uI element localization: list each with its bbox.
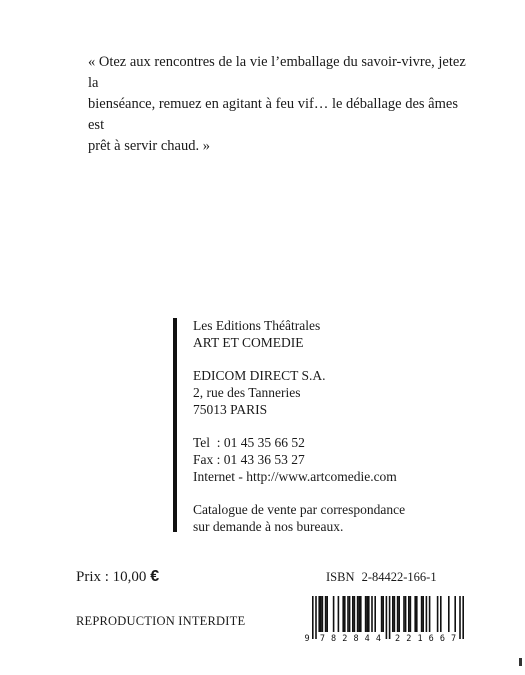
publisher-name: Les Editions Théâtrales — [193, 318, 321, 333]
city-address: 75013 PARIS — [193, 402, 268, 417]
barcode-guard-bar — [462, 596, 464, 639]
euro-symbol: € — [150, 568, 160, 585]
barcode-bar — [403, 596, 405, 632]
barcode-bar — [365, 596, 367, 632]
fax: Fax : 01 43 36 53 27 — [193, 452, 305, 467]
publisher-divider-bar — [173, 318, 177, 532]
barcode-bar — [347, 596, 349, 632]
barcode-digit: 2 — [395, 634, 401, 644]
barcode-digit: 4 — [364, 634, 370, 644]
barcode-guard-bar — [386, 596, 388, 639]
publisher-info — [193, 317, 493, 535]
barcode-digit: 7 — [451, 634, 457, 644]
barcode-bar — [414, 596, 416, 632]
barcode — [303, 594, 468, 644]
barcode-bar — [440, 596, 442, 632]
barcode-guard-bar — [312, 596, 314, 639]
barcode-bar — [357, 596, 359, 632]
barcode-digit: 4 — [375, 634, 381, 644]
barcode-bar — [368, 596, 370, 632]
barcode-bar — [326, 596, 328, 632]
barcode-digit: 7 — [319, 634, 325, 644]
barcode-bar — [426, 596, 428, 632]
barcode-bar — [397, 596, 399, 632]
barcode-bar — [429, 596, 431, 632]
isbn — [326, 570, 437, 585]
barcode-bar — [381, 596, 383, 632]
back-cover-quote — [88, 52, 468, 157]
barcode-bar — [366, 596, 368, 632]
street-address: 2, rue des Tanneries — [193, 385, 301, 400]
barcode-bar — [421, 596, 423, 632]
price — [76, 568, 159, 586]
barcode-bar — [410, 596, 412, 632]
barcode-guard-bar — [389, 596, 391, 639]
barcode-bar — [352, 596, 354, 632]
barcode-guard-bar — [315, 596, 317, 639]
page-edge-mark — [519, 658, 522, 666]
barcode-digit: 1 — [417, 634, 423, 644]
barcode-bar — [374, 596, 376, 632]
barcode-bar — [322, 596, 324, 632]
barcode-bar — [398, 596, 400, 632]
barcode-bar — [318, 596, 320, 632]
barcode-bar — [349, 596, 351, 632]
barcode-digit: 9 — [304, 634, 310, 644]
barcode-digit: 2 — [406, 634, 412, 644]
barcode-bar — [382, 596, 384, 632]
barcode-digit: 2 — [342, 634, 348, 644]
publisher-imprint: ART ET COMEDIE — [193, 335, 304, 350]
barcode-bar — [437, 596, 439, 632]
isbn-prefix: ISBN — [326, 570, 355, 584]
barcode-bar — [354, 596, 356, 632]
barcode-digit: 6 — [428, 634, 434, 644]
quote-line: prêt à servir chaud. » — [88, 138, 210, 154]
barcode-bar — [454, 596, 456, 632]
barcode-bar — [344, 596, 346, 632]
barcode-bar — [333, 596, 335, 632]
catalogue-note: Catalogue de vente par correspondance — [193, 502, 406, 517]
barcode-bar — [394, 596, 396, 632]
quote-line: bienséance, remuez en agitant à feu vif… le déballage des âmes est — [88, 96, 458, 133]
barcode-bar — [320, 596, 322, 632]
telephone: Tel : 01 45 35 66 52 — [193, 435, 305, 450]
barcode-bar — [338, 596, 340, 632]
barcode-bar — [392, 596, 394, 632]
barcode-bar — [408, 596, 410, 632]
barcode-bar — [360, 596, 362, 632]
barcode-bar — [416, 596, 418, 632]
barcode-bar — [371, 596, 373, 632]
isbn-number: 2-84422-166-1 — [361, 570, 437, 584]
company-name: EDICOM DIRECT S.A. — [193, 368, 326, 383]
barcode-digit: 8 — [353, 634, 359, 644]
barcode-bar — [422, 596, 424, 632]
barcode-bar — [358, 596, 360, 632]
catalogue-note: sur demande à nos bureaux. — [193, 519, 344, 534]
price-label: Prix : 10,00 — [76, 569, 147, 585]
reproduction-notice: REPRODUCTION INTERDITE — [76, 614, 246, 628]
barcode-bar — [325, 596, 327, 632]
barcode-bar — [342, 596, 344, 632]
barcode-bar — [448, 596, 450, 632]
barcode-bar — [405, 596, 407, 632]
barcode-digit: 6 — [439, 634, 445, 644]
website: Internet - http://www.artcomedie.com — [193, 469, 397, 484]
barcode-digit: 8 — [331, 634, 337, 644]
quote-line: « Otez aux rencontres de la vie l’emballage du savoir-vivre, jetez la — [88, 54, 466, 91]
barcode-guard-bar — [459, 596, 461, 639]
